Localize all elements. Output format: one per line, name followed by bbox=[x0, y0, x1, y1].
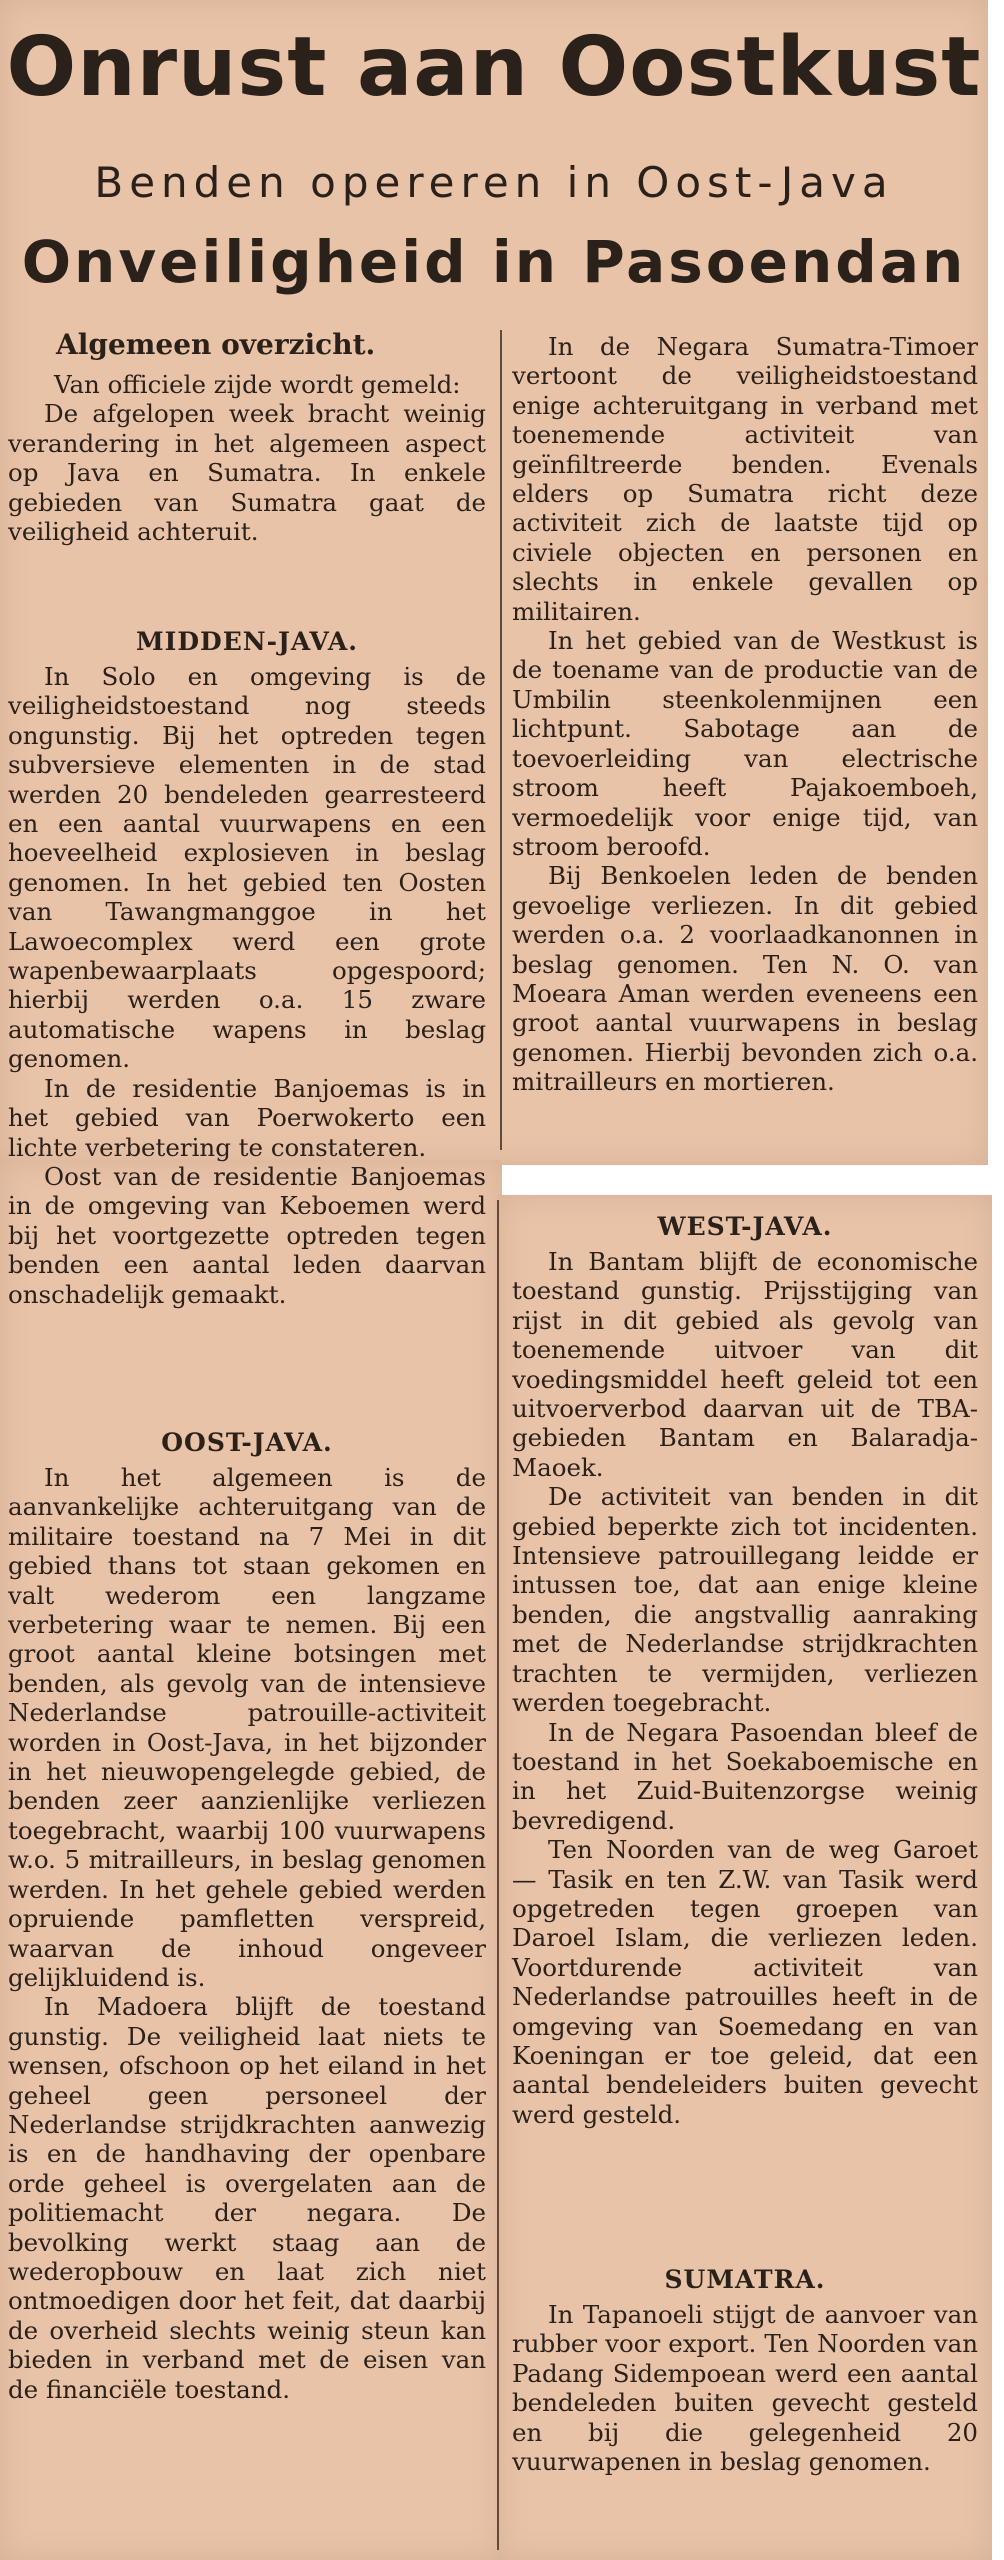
oost-java-paragraph: In het algemeen is de aanvankelijke achteruitgang van de militaire toestand na 7 Mei in dit gebied thans tot staan gekomen en valt wederom een langzame verbetering waar te nemen. Bij een groot aantal kleine botsingen met benden, als gevolg van de intensieve Nederlandse patrouille-activiteit worden in Oost-Java, in het bijzonder in het nieuwopengelegde gebied, de benden zeer aanzienlijke verliezen toegebracht, waarbij 100 vuurwapens w.o. 5 mitrailleurs, in beslag genomen werden. In het gehele gebied werden opruiende pamfletten verspreid, waarvan de inhoud ongeveer gelijkluidend is. bbox=[8, 1463, 486, 1992]
west-java-paragraph: Ten Noorden van de weg Garoet — Tasik en ten Z.W. van Tasik werd opgetreden tegen groepen van Daroel Islam, die verliezen leden. Voortdurende activiteit van Nederlandse patrouilles heeft in de omgeving van Soemedang en van Koeningan er toe geleid, dat een aantal bendeleiders buiten gevecht werd gesteld. bbox=[512, 1835, 978, 2129]
section-heading-west-java: WEST-JAVA. bbox=[657, 1212, 833, 1241]
sub-headline-2: Onveiligheid in Pasoendan bbox=[21, 228, 967, 296]
west-java-block bbox=[512, 1247, 978, 2129]
oost-java-paragraph: In Madoera blijft de toestand gunstig. De veiligheid laat niets te wensen, ofschoon op het eiland in het geheel geen personeel der Nederlandse strijdkrachten aanwezig is en de handhaving der openbare orde geheel is overgelaten aan de politiemacht der negara. De bevolking werkt staag aan de wederopbouw en laat zich niet ontmoedigen door het feit, dat daarbij de overheid slechts weinig steun kan bieden in verband met de eisen van de financiële toestand. bbox=[8, 1992, 486, 2404]
benkoelen-paragraph: Bij Benkoelen leden de benden gevoelige verliezen. In dit gebied werden o.a. 2 voorlaadkanonnen in beslag genomen. Ten N. O. van Moeara Aman werden eveneens een groot aantal vuurwapens in beslag genomen. Hierbij bevonden zich o.a. mitrailleurs en mortieren. bbox=[512, 861, 978, 1097]
sumatra-timoer-paragraph: In de Negara Sumatra-Timoer vertoont de veiligheidstoestand enige achteruitgang in verband met toenemende activiteit van geïnfiltreerde benden. Evenals elders op Sumatra richt deze activiteit zich de laatste tijd op civiele objecten en personen en slechts in enkele gevallen op militairen. bbox=[512, 332, 978, 626]
main-headline: Onrust aan Oostkust bbox=[6, 20, 982, 115]
column-rule-bottom bbox=[497, 1200, 499, 2550]
midden-java-block bbox=[8, 662, 486, 1309]
west-java-paragraph: De activiteit van benden in dit gebied beperkte zich tot incidenten. Intensieve patrouillegang leidde er intussen toe, dat aan enige kleine benden, die angstvallig aanraking met de Nederlandse strijdkrachten trachten te vermijden, verliezen werden toegebracht. bbox=[512, 1482, 978, 1718]
west-java-paragraph: In Bantam blijft de economische toestand gunstig. Prijsstijging van rijst in dit gebied als gevolg van toenemende uitvoer van dit voedingsmiddel heeft geleid tot een uitvoerverbod daarvan uit de TBA-gebieden Bantam en Balaradja-Maoek. bbox=[512, 1247, 978, 1482]
sumatra-block bbox=[512, 2300, 978, 2476]
section-heading-sumatra: SUMATRA. bbox=[664, 2265, 826, 2294]
sumatra-paragraph: In Tapanoeli stijgt de aanvoer van rubber voor export. Ten Noorden van Padang Sidempoean werd een aantal bendeleden buiten gevecht gesteld en bij die gelegenheid 20 vuurwapenen in beslag genomen. bbox=[512, 2300, 978, 2477]
midden-java-paragraph: In de residentie Banjoemas is in het gebied van Poerwokerto een lichte verbetering te constateren. bbox=[8, 1073, 486, 1162]
section-heading-oost-java: OOST-JAVA. bbox=[161, 1428, 333, 1457]
midden-java-paragraph: In Solo en omgeving is de veiligheidstoestand nog steeds ongunstig. Bij het optreden tegen subversieve elementen in de stad werden 20 bendeleden gearresteerd en een aantal vuurwapens en een hoeveelheid explosieven in beslag genomen. In het gebied ten Oosten van Tawangmanggoe in het Lawoecomplex werd een grote wapenbewaarplaats opgespoord; hierbij werden o.a. 15 zware automatische wapens in beslag genomen. bbox=[8, 662, 486, 1074]
intro-paragraph-2: De afgelopen week bracht weinig verandering in het algemeen aspect op Java en Sumatra. In enkele gebieden van Sumatra gaat de veiligheid achteruit. bbox=[8, 399, 486, 547]
intro-paragraph-1: Van officiele zijde wordt gemeld: bbox=[54, 370, 461, 399]
west-java-paragraph: In de Negara Pasoendan bleef de toestand in het Soekaboemische en in het Zuid-Buitenzorgse weinig bevredigend. bbox=[512, 1717, 978, 1835]
midden-java-paragraph: Oost van de residentie Banjoemas in de omgeving van Keboemen werd bij het voortgezette optreden tegen benden een aantal leden daarvan onschadelijk gemaakt. bbox=[8, 1161, 486, 1309]
oost-java-block bbox=[8, 1463, 486, 2404]
left-intro-block bbox=[8, 370, 486, 546]
right-top-block bbox=[512, 332, 978, 1097]
section-subhead-overview: Algemeen overzicht. bbox=[56, 328, 376, 361]
westkust-paragraph: In het gebied van de Westkust is de toename van de productie van de Umbilin steenkolenmijnen een lichtpunt. Sabotage aan de toevoerleiding van electrische stroom heeft Pajakoemboeh, vermoedelijk voor enige tijd, van stroom beroofd. bbox=[512, 626, 978, 861]
section-heading-midden-java: MIDDEN-JAVA. bbox=[136, 627, 358, 656]
sub-headline: Benden opereren in Oost-Java bbox=[94, 158, 894, 207]
column-rule-top bbox=[500, 330, 502, 1150]
